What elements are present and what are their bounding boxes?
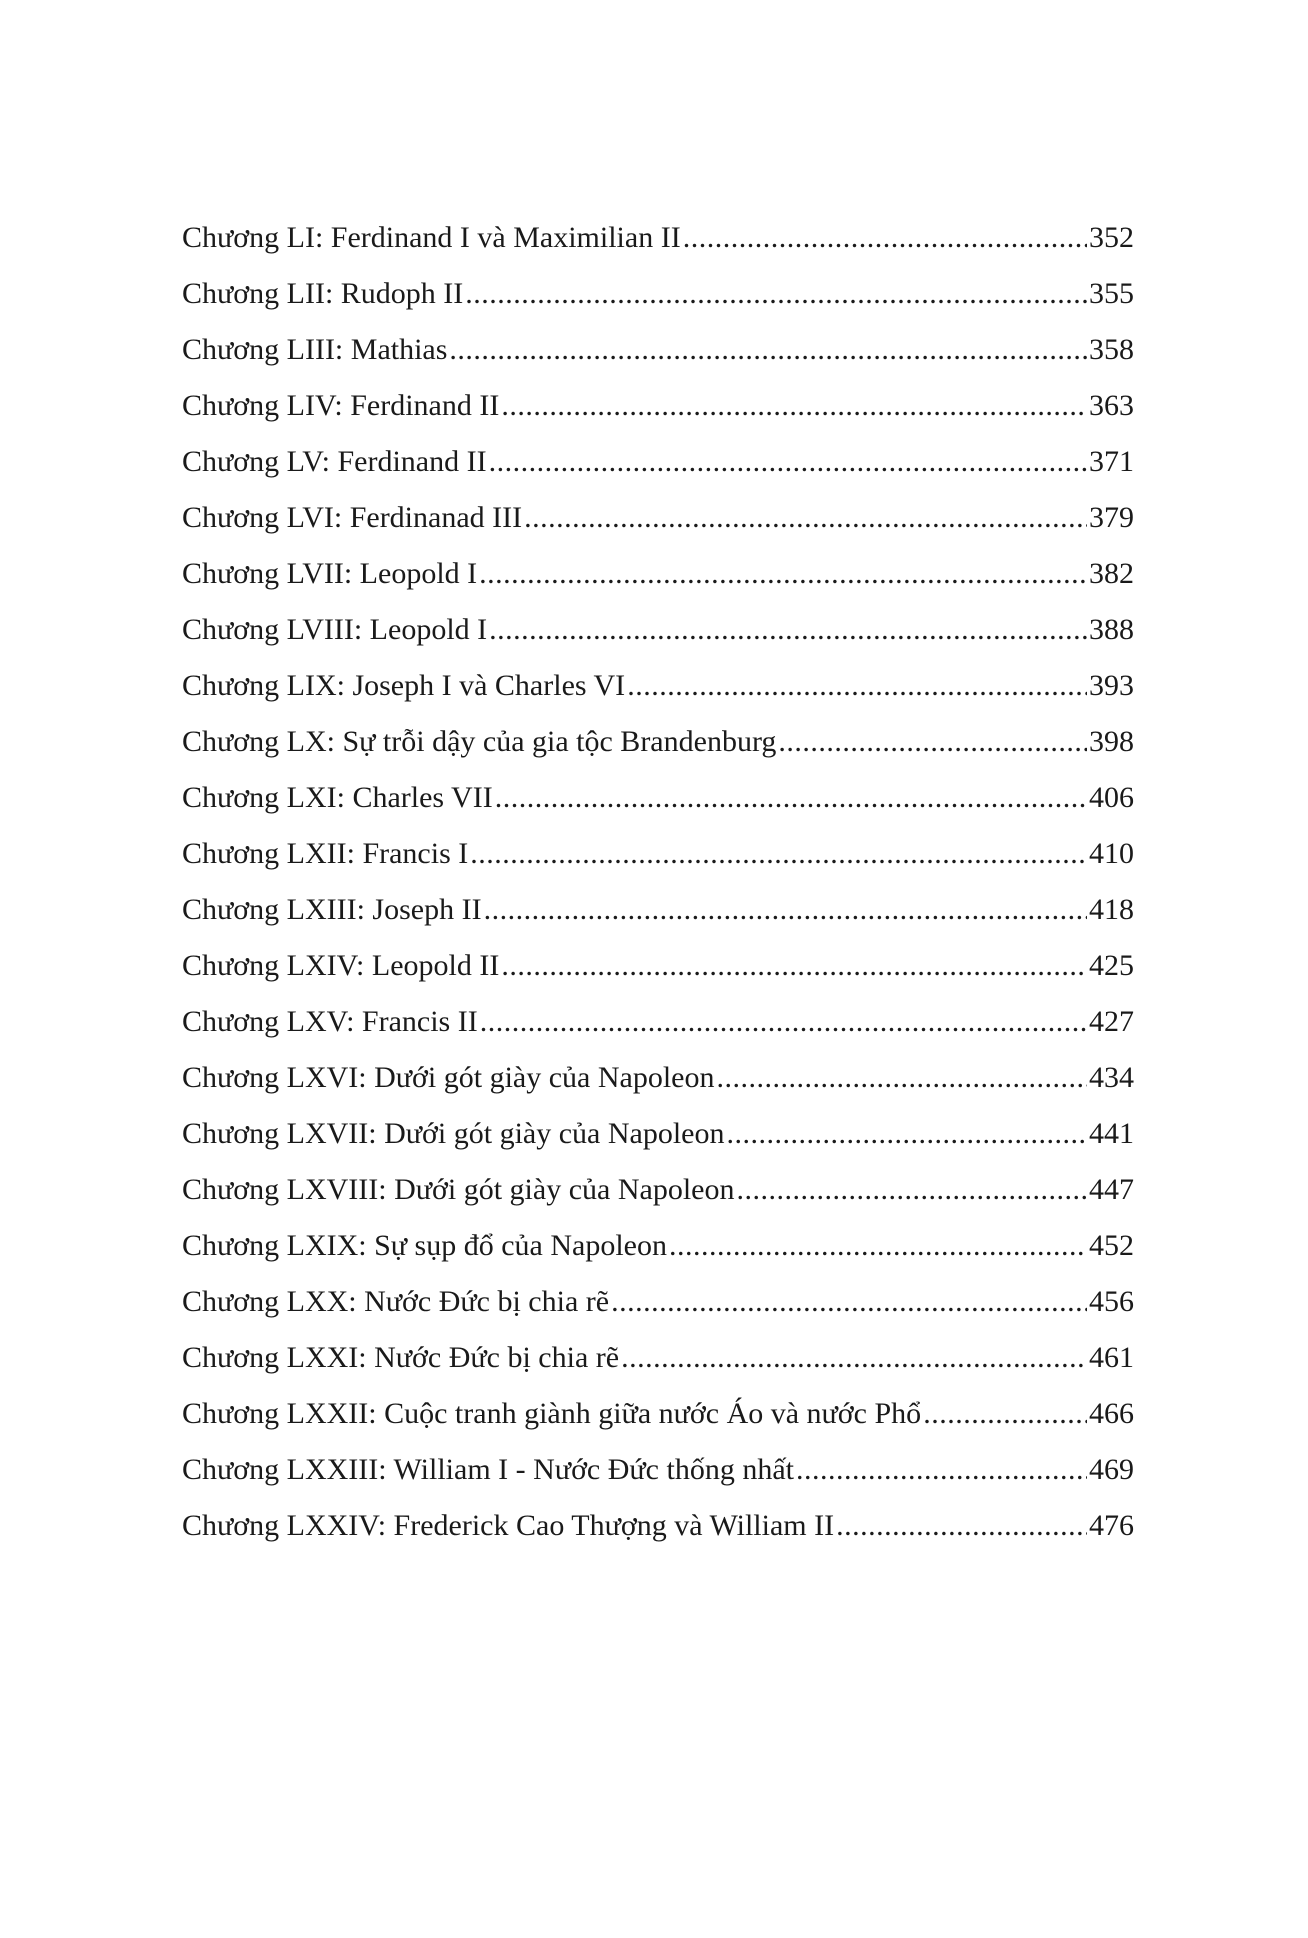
toc-entry-title: Chương LXIV: Leopold II <box>182 949 500 982</box>
toc-dot-leader <box>717 1050 1088 1106</box>
toc-entry <box>182 1050 1134 1106</box>
toc-dot-leader <box>465 266 1087 322</box>
toc-entry-title: Chương LXX: Nước Đức bị chia rẽ <box>182 1285 610 1318</box>
toc-entry-page-number: 425 <box>1089 949 1134 982</box>
toc-dot-leader <box>923 1386 1087 1442</box>
toc-entry <box>182 602 1134 658</box>
toc-entry-title: Chương LI: Ferdinand I và Maximilian II <box>182 221 681 254</box>
toc-entry-page-number: 371 <box>1089 445 1134 478</box>
toc-entry <box>182 1442 1134 1498</box>
toc-entry <box>182 266 1134 322</box>
toc-entry <box>182 210 1134 266</box>
toc-dot-leader <box>501 938 1087 994</box>
toc-entry <box>182 882 1134 938</box>
toc-entry-page-number: 418 <box>1089 893 1134 926</box>
toc-entry <box>182 1162 1134 1218</box>
toc-entry <box>182 994 1134 1050</box>
toc-entry-page-number: 410 <box>1089 837 1134 870</box>
toc-entry-page-number: 434 <box>1089 1061 1134 1094</box>
toc-entry-page-number: 398 <box>1089 725 1134 758</box>
toc-entry-page-number: 441 <box>1089 1117 1134 1150</box>
toc-entry <box>182 378 1134 434</box>
toc-dot-leader <box>778 714 1087 770</box>
toc-entry <box>182 322 1134 378</box>
toc-entry-page-number: 355 <box>1089 277 1134 310</box>
toc-dot-leader <box>495 770 1087 826</box>
toc-dot-leader <box>480 994 1087 1050</box>
toc-entry-title: Chương LIX: Joseph I và Charles VI <box>182 669 626 702</box>
table-of-contents <box>182 210 1134 1554</box>
toc-dot-leader <box>611 1274 1087 1330</box>
toc-entry-page-number: 393 <box>1089 669 1134 702</box>
toc-entry <box>182 826 1134 882</box>
toc-entry <box>182 1330 1134 1386</box>
toc-entry <box>182 490 1134 546</box>
toc-entry-page-number: 379 <box>1089 501 1134 534</box>
toc-entry <box>182 658 1134 714</box>
toc-entry-title: Chương LVII: Leopold I <box>182 557 478 590</box>
toc-dot-leader <box>726 1106 1087 1162</box>
toc-entry <box>182 434 1134 490</box>
toc-dot-leader <box>449 322 1087 378</box>
toc-dot-leader <box>736 1162 1087 1218</box>
toc-dot-leader <box>796 1442 1087 1498</box>
toc-entry-page-number: 382 <box>1089 557 1134 590</box>
toc-entry <box>182 938 1134 994</box>
toc-dot-leader <box>683 210 1087 266</box>
toc-dot-leader <box>524 490 1087 546</box>
toc-entry-title: Chương LXV: Francis II <box>182 1005 478 1038</box>
toc-entry <box>182 770 1134 826</box>
toc-dot-leader <box>836 1498 1087 1554</box>
toc-entry-title: Chương LXVIII: Dưới gót giày của Napoleon <box>182 1173 735 1206</box>
toc-dot-leader <box>489 434 1087 490</box>
toc-entry-page-number: 358 <box>1089 333 1134 366</box>
toc-entry-page-number: 388 <box>1089 613 1134 646</box>
toc-entry-title: Chương LV: Ferdinand II <box>182 445 487 478</box>
toc-entry-page-number: 469 <box>1089 1453 1134 1486</box>
toc-entry-title: Chương LXIX: Sự sụp đổ của Napoleon <box>182 1229 667 1262</box>
toc-entry-page-number: 466 <box>1089 1397 1134 1430</box>
toc-entry <box>182 1106 1134 1162</box>
toc-entry-title: Chương LII: Rudoph II <box>182 277 464 310</box>
toc-entry-page-number: 461 <box>1089 1341 1134 1374</box>
toc-entry-title: Chương LXXIV: Frederick Cao Thượng và William II <box>182 1509 835 1542</box>
toc-dot-leader <box>489 602 1087 658</box>
toc-entry-page-number: 427 <box>1089 1005 1134 1038</box>
toc-entry-title: Chương LIII: Mathias <box>182 333 448 366</box>
toc-entry-title: Chương LXVI: Dưới gót giày của Napoleon <box>182 1061 715 1094</box>
toc-entry-page-number: 406 <box>1089 781 1134 814</box>
toc-entry <box>182 1386 1134 1442</box>
toc-entry <box>182 1218 1134 1274</box>
toc-entry-title: Chương LXII: Francis I <box>182 837 469 870</box>
toc-dot-leader <box>627 658 1087 714</box>
toc-entry-title: Chương LVI: Ferdinanad III <box>182 501 523 534</box>
toc-entry-title: Chương LXXI: Nước Đức bị chia rẽ <box>182 1341 620 1374</box>
toc-dot-leader <box>484 882 1087 938</box>
toc-entry-title: Chương LXVII: Dưới gót giày của Napoleon <box>182 1117 725 1150</box>
toc-entry-title: Chương LXXII: Cuộc tranh giành giữa nước Áo và nước Phổ <box>182 1397 922 1430</box>
toc-entry-page-number: 452 <box>1089 1229 1134 1262</box>
toc-entry-page-number: 456 <box>1089 1285 1134 1318</box>
toc-dot-leader <box>501 378 1087 434</box>
toc-entry-title: Chương LXIII: Joseph II <box>182 893 482 926</box>
toc-dot-leader <box>470 826 1087 882</box>
toc-entry-title: Chương LX: Sự trỗi dậy của gia tộc Brandenburg <box>182 725 777 758</box>
toc-entry-page-number: 476 <box>1089 1509 1134 1542</box>
toc-entry-title: Chương LXXIII: William I - Nước Đức thống nhất <box>182 1453 794 1486</box>
toc-dot-leader <box>621 1330 1087 1386</box>
toc-entry <box>182 714 1134 770</box>
toc-entry-title: Chương LVIII: Leopold I <box>182 613 488 646</box>
toc-entry-page-number: 447 <box>1089 1173 1134 1206</box>
toc-dot-leader <box>669 1218 1087 1274</box>
toc-entry <box>182 1498 1134 1554</box>
toc-entry-title: Chương LXI: Charles VII <box>182 781 493 814</box>
toc-entry-title: Chương LIV: Ferdinand II <box>182 389 500 422</box>
toc-entry-page-number: 363 <box>1089 389 1134 422</box>
toc-entry-page-number: 352 <box>1089 221 1134 254</box>
toc-entry <box>182 546 1134 602</box>
toc-dot-leader <box>479 546 1087 602</box>
toc-entry <box>182 1274 1134 1330</box>
